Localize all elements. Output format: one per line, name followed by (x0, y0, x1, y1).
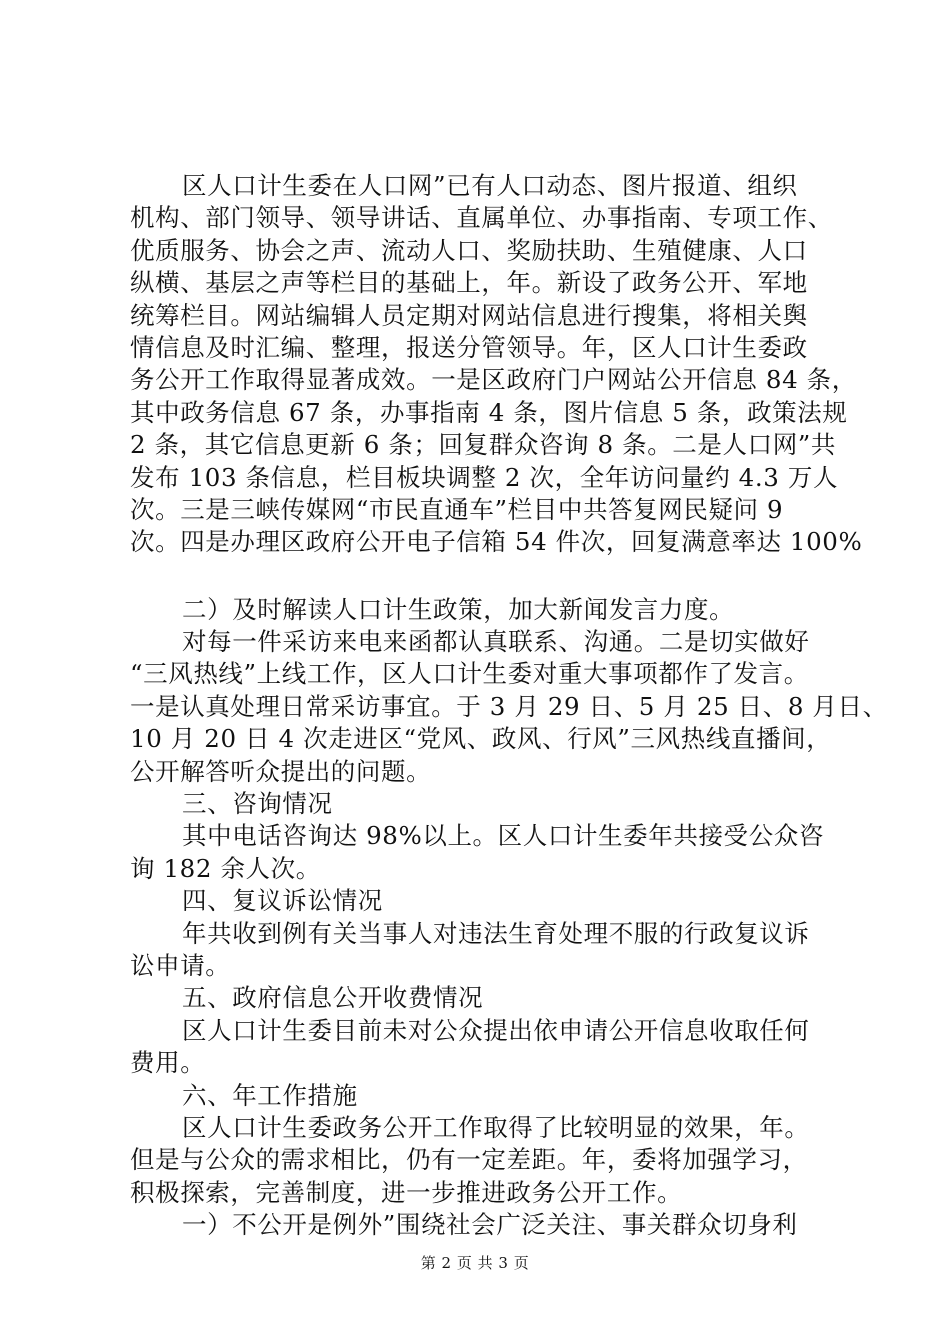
paragraph-line: 区人口计生委政务公开工作取得了比较明显的效果，年。 (182, 1112, 810, 1142)
paragraph-line: 次。四是办理区政府公开电子信箱 54 件次，回复满意率达 100% (130, 527, 863, 557)
paragraph-line: 10 月 20 日 4 次走进区“党风、政风、行风”三风热线直播间， (130, 724, 832, 754)
section-heading: 四、复议诉讼情况 (182, 886, 383, 916)
paragraph-line: 2 条，其它信息更新 6 条；回复群众咨询 8 条。二是人口网”共 (130, 430, 837, 460)
paragraph-line: 统筹栏目。网站编辑人员定期对网站信息进行搜集，将相关舆 (130, 300, 808, 330)
page-footer: 第 2 页 共 3 页 (420, 1254, 530, 1272)
paragraph-line: 询 182 余人次。 (130, 853, 321, 883)
paragraph-line: 次。三是三峡传媒网“市民直通车”栏目中共答复网民疑问 9 (130, 494, 784, 524)
paragraph-line: 发布 103 条信息，栏目板块调整 2 次，全年访问量约 4.3 万人 (130, 462, 839, 492)
paragraph-line: 区人口计生委在人口网”已有人口动态、图片报道、组织 (182, 171, 798, 200)
paragraph-line: 积极探索，完善制度，进一步推进政务公开工作。 (130, 1177, 683, 1207)
paragraph-line: 公开解答听众提出的问题。 (130, 756, 432, 786)
section-heading: 三、咨询情况 (182, 789, 333, 819)
paragraph-line: 讼申请。 (130, 950, 231, 980)
paragraph-line: 对每一件采访来电来函都认真联系、沟通。二是切实做好 (182, 627, 810, 657)
paragraph-gap (130, 559, 830, 594)
paragraph-line: 区人口计生委目前未对公众提出依申请公开信息收取任何 (182, 1015, 810, 1045)
paragraph-line: 机构、部门领导、领导讲话、直属单位、办事指南、专项工作、 (130, 203, 833, 233)
paragraph-line: 情信息及时汇编、整理，报送分管领导。年，区人口计生委政 (130, 332, 808, 362)
paragraph-line: 纵横、基层之声等栏目的基础上，年。新设了政务公开、军地 (130, 268, 808, 298)
paragraph-line: 年共收到例有关当事人对违法生育处理不服的行政复议诉 (182, 918, 810, 948)
paragraph-line: 其中电话咨询达 98%以上。区人口计生委年共接受公众咨 (182, 821, 824, 851)
paragraph-line: 优质服务、协会之声、流动人口、奖励扶助、生殖健康、人口 (130, 235, 808, 265)
paragraph-line: 务公开工作取得显著成效。一是区政府门户网站公开信息 84 条， (130, 365, 857, 395)
paragraph-line: 其中政务信息 67 条，办事指南 4 条，图片信息 5 条，政策法规 (130, 397, 848, 427)
paragraph-line: 一是认真处理日常采访事宜。于 3 月 29 日、5 月 25 日、8 月日、 (130, 691, 888, 721)
section-heading: 二）及时解读人口计生政策，加大新闻发言力度。 (182, 594, 735, 624)
paragraph-line: 费用。 (130, 1048, 206, 1078)
paragraph-line: 但是与公众的需求相比，仍有一定差距。年，委将加强学习， (130, 1145, 808, 1175)
section-heading: 五、政府信息公开收费情况 (182, 983, 484, 1013)
document-body (130, 170, 888, 1242)
section-heading: 六、年工作措施 (182, 1080, 358, 1110)
paragraph-line: “三风热线”上线工作，区人口计生委对重大事项都作了发言。 (130, 659, 809, 689)
paragraph-line: 一）不公开是例外”围绕社会广泛关注、事关群众切身利 (182, 1210, 798, 1240)
